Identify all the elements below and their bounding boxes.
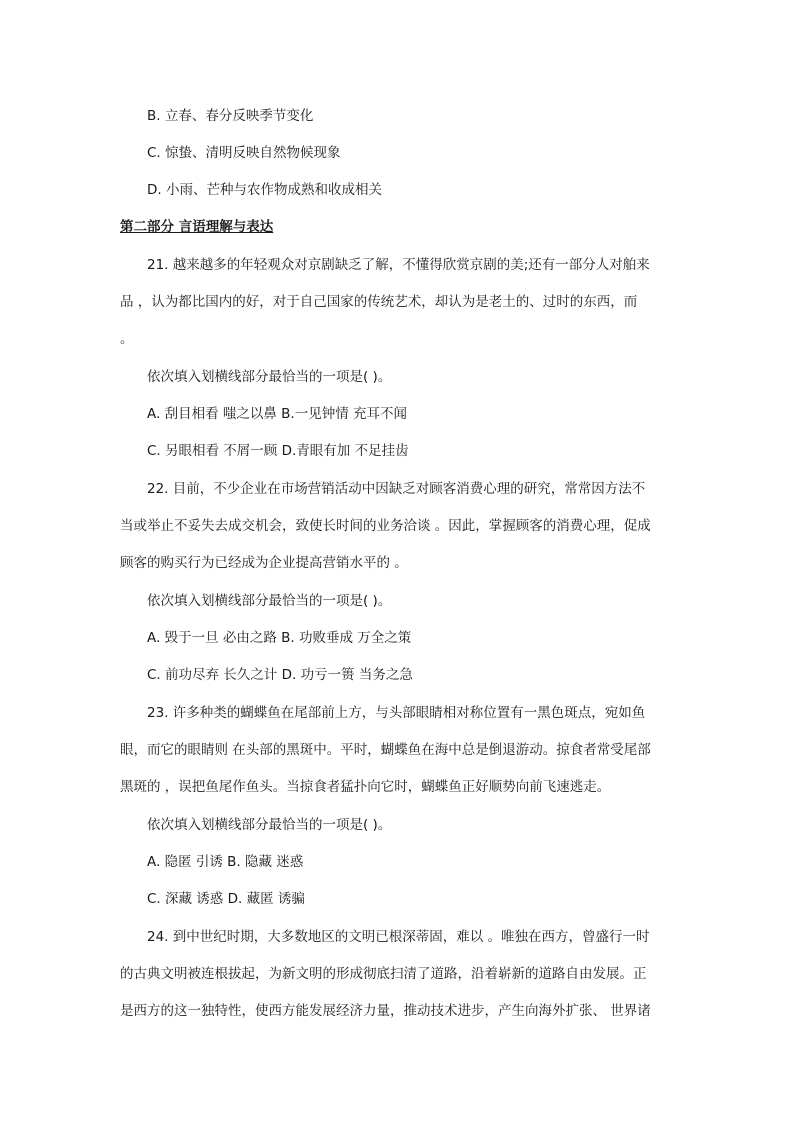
q21-option-cd: C. 另眼相看 不屑一顾 D.青眼有加 不足挂齿 <box>147 443 409 459</box>
q23-stem-line-3: 黑斑的 ，误把鱼尾作鱼头。当掠食者猛扑向它时，蝴蝶鱼正好顺势向前飞速逃走。 <box>120 779 611 795</box>
q22-option-ab: A. 毁于一旦 必由之路 B. 功败垂成 万全之策 <box>147 630 412 646</box>
q23-option-cd: C. 深藏 诱惑 D. 藏匿 诱骗 <box>147 891 305 907</box>
q23-stem-line-2: 眼，而它的眼睛则 在头部的黑斑中。平时，蝴蝶鱼在海中总是倒退游动。掠食者常受尾部 <box>120 742 651 758</box>
q23-option-ab: A. 隐匿 引诱 B. 隐藏 迷惑 <box>147 854 304 870</box>
q21-stem-line-1: 21. 越来越多的年轻观众对京剧缺乏了解，不懂得欣赏京剧的美;还有一部分人对舶来 <box>147 257 650 273</box>
option-b-top: B. 立春、春分反映季节变化 <box>147 108 314 124</box>
q22-stem-line-2: 当或举止不妥失去成交机会，致使长时间的业务洽谈 。因此，掌握顾客的消费心理，促成 <box>120 518 651 534</box>
q24-stem-line-1: 24. 到中世纪时期，大多数地区的文明已根深蒂固，难以 。唯独在西方，曾盛行一时 <box>147 929 650 945</box>
q22-prompt: 依次填入划横线部分最恰当的一项是( )。 <box>147 593 392 609</box>
q24-stem-line-2: 的古典文明被连根拔起，为新文明的形成彻底扫清了道路，沿着崭新的道路自由发展。正 <box>120 966 647 982</box>
q23-stem-line-1: 23. 许多种类的蝴蝶鱼在尾部前上方，与头部眼睛相对称位置有一黑色斑点，宛如鱼 <box>147 705 646 721</box>
q22-stem-line-1: 22. 目前，不少企业在市场营销活动中因缺乏对顾客消费心理的研究，常常因方法不 <box>147 481 646 497</box>
q21-prompt: 依次填入划横线部分最恰当的一项是( )。 <box>147 369 392 385</box>
option-d-top: D. 小雨、芒种与农作物成熟和收成相关 <box>147 182 382 198</box>
option-c-top: C. 惊蛰、清明反映自然物候现象 <box>147 145 341 161</box>
section-heading: 第二部分 言语理解与表达 <box>120 219 274 235</box>
q24-stem-line-3: 是西方的这一独特性，使西方能发展经济力量，推动技术进步，产生向海外扩张、 世界诸 <box>120 1003 651 1019</box>
q21-stem-line-2: 品 ，认为都比国内的好，对于自己国家的传统艺术，却认为是老土的、过时的东西，而 <box>120 294 638 310</box>
q22-option-cd: C. 前功尽弃 长久之计 D. 功亏一篑 当务之急 <box>147 667 413 683</box>
q21-option-ab: A. 刮目相看 嗤之以鼻 B.一见钟情 充耳不闻 <box>147 406 408 422</box>
q21-stem-line-3: 。 <box>120 331 134 347</box>
q23-prompt: 依次填入划横线部分最恰当的一项是( )。 <box>147 817 392 833</box>
q22-stem-line-3: 顾客的购买行为已经成为企业提高营销水平的 。 <box>120 555 408 571</box>
